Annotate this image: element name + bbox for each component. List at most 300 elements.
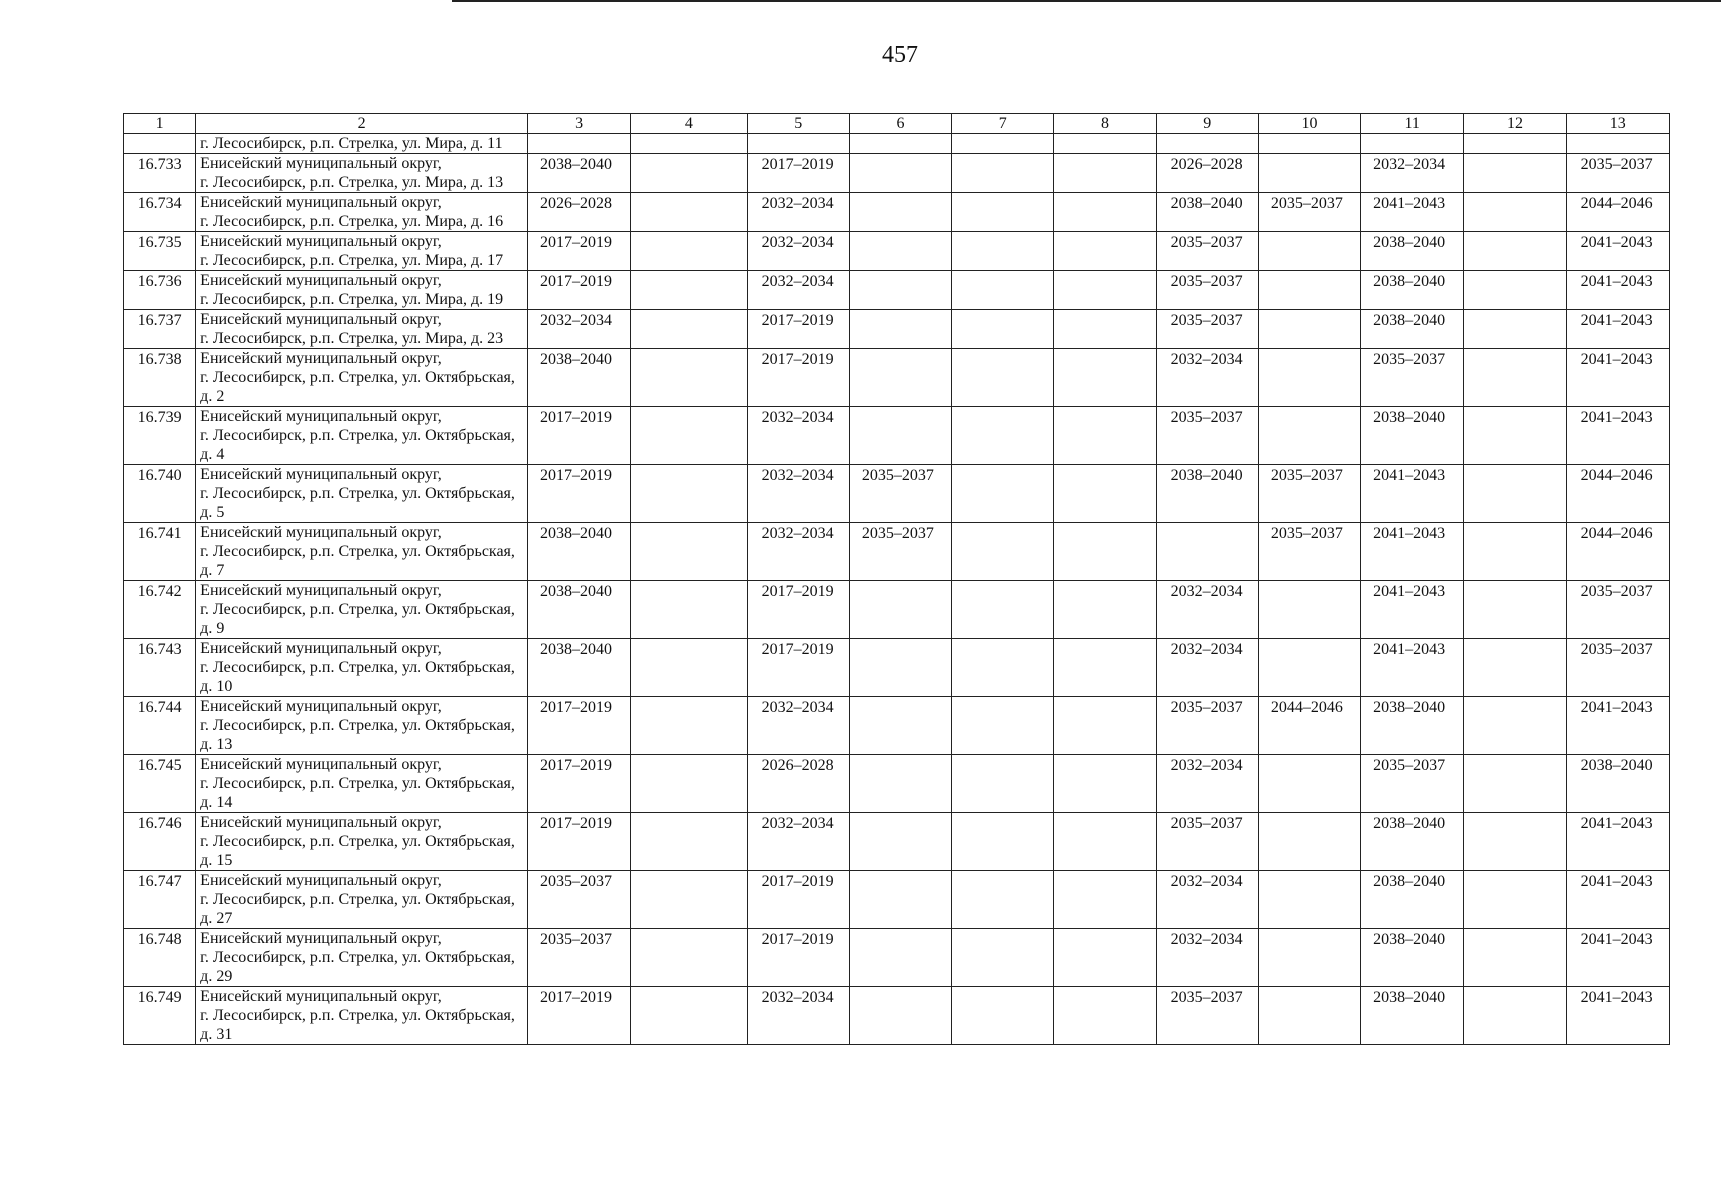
address-line: Енисейский муниципальный округ, [200,930,442,947]
period-cell-col12 [1464,697,1566,755]
row-number-cell [124,134,196,154]
period-cell-col7 [952,465,1054,523]
address-line: г. Лесосибирск, р.п. Стрелка, ул. Октябрьская, [200,659,515,676]
period-cell-col13: 2035–2037 [1566,581,1669,639]
period-cell-col9: 2038–2040 [1156,465,1258,523]
page-number: 457 [882,42,918,68]
period-cell-col7 [952,639,1054,697]
period-cell-col11: 2041–2043 [1361,193,1464,232]
period-cell-col5: 2017–2019 [747,349,849,407]
period-cell-col9: 2032–2034 [1156,581,1258,639]
period-cell-col10 [1258,581,1360,639]
period-cell-col5: 2032–2034 [747,813,849,871]
period-cell-col9: 2032–2034 [1156,871,1258,929]
period-cell-col11: 2041–2043 [1361,581,1464,639]
period-cell-col13: 2038–2040 [1566,755,1669,813]
address-cell [196,232,528,271]
address-cell [196,697,528,755]
period-cell-col13: 2041–2043 [1566,271,1669,310]
period-cell-col12 [1464,813,1566,871]
address-line: г. Лесосибирск, р.п. Стрелка, ул. Мира, д. 16 [200,213,504,230]
period-cell-col12 [1464,310,1566,349]
address-line: г. Лесосибирск, р.п. Стрелка, ул. Мира, д. 13 [200,174,504,191]
period-cell-col10: 2035–2037 [1258,193,1360,232]
period-cell-col5: 2032–2034 [747,271,849,310]
period-cell-col3: 2035–2037 [528,929,631,987]
period-cell-col6 [849,697,951,755]
period-cell-col10 [1258,813,1360,871]
period-cell-col13: 2041–2043 [1566,871,1669,929]
period-cell-col5: 2032–2034 [747,193,849,232]
period-cell-col10 [1258,407,1360,465]
period-cell-col4 [631,871,747,929]
table-row [124,755,1670,813]
column-header: 8 [1054,114,1156,134]
period-cell-col10 [1258,929,1360,987]
period-cell-col5: 2017–2019 [747,871,849,929]
period-cell-col6 [849,929,951,987]
period-cell-col9: 2035–2037 [1156,407,1258,465]
address-cell [196,271,528,310]
address-line: Енисейский муниципальный округ, [200,814,442,831]
period-cell-col3: 2026–2028 [528,193,631,232]
column-header: 3 [528,114,631,134]
period-cell-col4 [631,987,747,1045]
period-cell-col13: 2041–2043 [1566,407,1669,465]
period-cell-col12 [1464,465,1566,523]
table-row [124,271,1670,310]
period-cell-col3: 2017–2019 [528,271,631,310]
period-cell-col8 [1054,407,1156,465]
period-cell-col4 [631,407,747,465]
period-cell-col11: 2038–2040 [1361,987,1464,1045]
period-cell-col8 [1054,697,1156,755]
period-cell-col12 [1464,929,1566,987]
period-cell-col9: 2026–2028 [1156,154,1258,193]
row-number-cell: 16.741 [124,523,196,581]
period-cell-col11: 2041–2043 [1361,639,1464,697]
period-cell-col6 [849,193,951,232]
period-cell-col3: 2038–2040 [528,639,631,697]
period-cell-col12 [1464,639,1566,697]
period-cell-col6 [849,349,951,407]
column-header: 10 [1258,114,1360,134]
period-cell-col12 [1464,755,1566,813]
period-cell-col10 [1258,310,1360,349]
period-cell-col13: 2041–2043 [1566,697,1669,755]
address-line: г. Лесосибирск, р.п. Стрелка, ул. Октябрьская, [200,775,515,792]
period-cell-col4 [631,310,747,349]
row-number-cell: 16.746 [124,813,196,871]
row-number-cell: 16.743 [124,639,196,697]
period-cell-col8 [1054,581,1156,639]
period-cell-col7 [952,232,1054,271]
address-line: д. 29 [200,968,233,985]
period-cell-col7 [952,987,1054,1045]
period-cell-col12 [1464,871,1566,929]
address-cell [196,639,528,697]
table-body [124,134,1670,1045]
address-line: г. Лесосибирск, р.п. Стрелка, ул. Октябрьская, [200,485,515,502]
address-line: Енисейский муниципальный округ, [200,524,442,541]
period-cell-col10 [1258,871,1360,929]
period-cell-col13: 2044–2046 [1566,465,1669,523]
period-cell-col4 [631,271,747,310]
period-cell-col9: 2035–2037 [1156,813,1258,871]
period-cell-col11: 2038–2040 [1361,407,1464,465]
address-line: д. 14 [200,794,233,811]
period-cell-col9: 2038–2040 [1156,193,1258,232]
address-line: д. 31 [200,1026,233,1043]
address-line: Енисейский муниципальный округ, [200,756,442,773]
period-cell-col13: 2041–2043 [1566,813,1669,871]
period-cell-col7 [952,813,1054,871]
column-header: 1 [124,114,196,134]
period-cell-col5: 2032–2034 [747,407,849,465]
period-cell-col9: 2035–2037 [1156,232,1258,271]
address-cell [196,929,528,987]
period-cell-col12 [1464,271,1566,310]
period-cell-col3: 2017–2019 [528,813,631,871]
column-header: 12 [1464,114,1566,134]
period-cell-col7 [952,349,1054,407]
period-cell-col3: 2038–2040 [528,349,631,407]
address-cell [196,755,528,813]
period-cell-col4 [631,232,747,271]
period-cell-col13: 2035–2037 [1566,154,1669,193]
period-cell-col3: 2017–2019 [528,697,631,755]
address-cell [196,154,528,193]
address-line: Енисейский муниципальный округ, [200,698,442,715]
address-line: г. Лесосибирск, р.п. Стрелка, ул. Октябрьская, [200,891,515,908]
address-line: Енисейский муниципальный округ, [200,582,442,599]
address-line: д. 9 [200,620,225,637]
period-cell-col8 [1054,813,1156,871]
period-cell-col9: 2032–2034 [1156,755,1258,813]
period-cell-col6: 2035–2037 [849,465,951,523]
row-number-cell: 16.745 [124,755,196,813]
period-cell-col5: 2017–2019 [747,929,849,987]
period-cell-col13: 2041–2043 [1566,310,1669,349]
row-number-cell: 16.749 [124,987,196,1045]
period-cell-col12 [1464,193,1566,232]
period-cell-col8 [1054,271,1156,310]
period-cell-col13: 2035–2037 [1566,639,1669,697]
column-number-row [124,114,1670,134]
address-line: г. Лесосибирск, р.п. Стрелка, ул. Мира, д. 23 [200,330,504,347]
address-cell [196,407,528,465]
period-cell-col7 [952,193,1054,232]
period-cell-col3: 2035–2037 [528,871,631,929]
period-cell-col6 [849,581,951,639]
row-number-cell: 16.738 [124,349,196,407]
address-line: Енисейский муниципальный округ, [200,350,442,367]
period-cell-col10: 2035–2037 [1258,465,1360,523]
period-cell-col12 [1464,349,1566,407]
period-cell-col3: 2038–2040 [528,154,631,193]
column-header: 9 [1156,114,1258,134]
period-cell-col7 [952,154,1054,193]
period-cell-col6 [849,871,951,929]
row-number-cell: 16.737 [124,310,196,349]
address-line: Енисейский муниципальный округ, [200,988,442,1005]
address-cell [196,349,528,407]
period-cell-col8 [1054,154,1156,193]
period-cell-col11: 2038–2040 [1361,871,1464,929]
column-header: 5 [747,114,849,134]
address-cell [196,871,528,929]
table-row [124,193,1670,232]
period-cell-col6: 2035–2037 [849,523,951,581]
period-cell-col7 [952,523,1054,581]
period-cell-col10: 2035–2037 [1258,523,1360,581]
table-row [124,154,1670,193]
period-cell-col12 [1464,987,1566,1045]
period-cell-col5: 2032–2034 [747,523,849,581]
period-cell-col3: 2017–2019 [528,407,631,465]
period-cell-col11: 2032–2034 [1361,154,1464,193]
address-line: г. Лесосибирск, р.п. Стрелка, ул. Октябрьская, [200,369,515,386]
table-row [124,987,1670,1045]
period-cell-col8 [1054,310,1156,349]
period-cell-col9: 2035–2037 [1156,310,1258,349]
period-cell-col4 [631,639,747,697]
address-line: г. Лесосибирск, р.п. Стрелка, ул. Октябрьская, [200,543,515,560]
row-number-cell: 16.742 [124,581,196,639]
period-cell-col13: 2041–2043 [1566,232,1669,271]
period-cell-col9: 2032–2034 [1156,349,1258,407]
table-row [124,407,1670,465]
continuation-row [124,134,1670,154]
period-cell-col7 [952,310,1054,349]
table-row [124,871,1670,929]
address-line: Енисейский муниципальный округ, [200,872,442,889]
column-header: 13 [1566,114,1669,134]
top-rule [452,0,1721,2]
period-cell-col11: 2038–2040 [1361,813,1464,871]
period-cell-col5: 2017–2019 [747,639,849,697]
period-cell-col4 [631,523,747,581]
period-cell-col5: 2032–2034 [747,465,849,523]
period-cell-col13: 2041–2043 [1566,929,1669,987]
table-row [124,639,1670,697]
address-line: д. 5 [200,504,225,521]
table-row [124,581,1670,639]
period-cell-col12 [1464,523,1566,581]
period-cell-col9: 2035–2037 [1156,987,1258,1045]
period-cell-col6 [849,987,951,1045]
period-cell-col6 [849,407,951,465]
period-cell-col4 [631,465,747,523]
address-line: Енисейский муниципальный округ, [200,640,442,657]
address-cell [196,581,528,639]
period-cell-col6 [849,232,951,271]
period-cell-col12 [1464,232,1566,271]
period-cell-col5: 2017–2019 [747,154,849,193]
address-line: д. 4 [200,446,225,463]
period-cell-col6 [849,271,951,310]
address-cell [196,465,528,523]
address-cell: г. Лесосибирск, р.п. Стрелка, ул. Мира, д. 11 [196,134,528,154]
column-header: 7 [952,114,1054,134]
address-cell [196,813,528,871]
address-line: д. 7 [200,562,225,579]
period-cell-col11: 2038–2040 [1361,271,1464,310]
register-table [123,113,1670,1045]
period-cell-col9: 2032–2034 [1156,929,1258,987]
period-cell-col7 [952,271,1054,310]
period-cell-col11: 2035–2037 [1361,349,1464,407]
period-cell-col10 [1258,232,1360,271]
address-cell [196,523,528,581]
period-cell-col8 [1054,639,1156,697]
period-cell-col5: 2032–2034 [747,987,849,1045]
period-cell-col13: 2044–2046 [1566,193,1669,232]
address-line: д. 10 [200,678,233,695]
address-line: Енисейский муниципальный округ, [200,311,442,328]
table-row [124,929,1670,987]
address-line: Енисейский муниципальный округ, [200,466,442,483]
period-cell-col6 [849,310,951,349]
table-row [124,465,1670,523]
period-cell-col8 [1054,349,1156,407]
period-cell-col12 [1464,407,1566,465]
period-cell-col12 [1464,581,1566,639]
row-number-cell: 16.744 [124,697,196,755]
table-row [124,310,1670,349]
period-cell-col8 [1054,987,1156,1045]
period-cell-col13: 2041–2043 [1566,349,1669,407]
period-cell-col10 [1258,271,1360,310]
period-cell-col12 [1464,154,1566,193]
address-line: Енисейский муниципальный округ, [200,272,442,289]
address-line: Енисейский муниципальный округ, [200,233,442,250]
period-cell-col8 [1054,523,1156,581]
period-cell-col4 [631,929,747,987]
row-number-cell: 16.734 [124,193,196,232]
period-cell-col13: 2044–2046 [1566,523,1669,581]
address-line: г. Лесосибирск, р.п. Стрелка, ул. Мира, д. 19 [200,291,504,308]
period-cell-col3: 2017–2019 [528,465,631,523]
period-cell-col11: 2038–2040 [1361,697,1464,755]
address-cell [196,193,528,232]
period-cell-col5: 2017–2019 [747,310,849,349]
address-line: Енисейский муниципальный округ, [200,194,442,211]
row-number-cell: 16.740 [124,465,196,523]
period-cell-col11: 2038–2040 [1361,929,1464,987]
period-cell-col9: 2032–2034 [1156,639,1258,697]
period-cell-col3: 2017–2019 [528,987,631,1045]
period-cell-col4 [631,349,747,407]
column-header: 4 [631,114,747,134]
period-cell-col8 [1054,465,1156,523]
period-cell-col7 [952,581,1054,639]
period-cell-col8 [1054,193,1156,232]
period-cell-col8 [1054,871,1156,929]
period-cell-col7 [952,871,1054,929]
table-row [124,232,1670,271]
period-cell-col3: 2038–2040 [528,523,631,581]
period-cell-col5: 2017–2019 [747,581,849,639]
period-cell-col6 [849,755,951,813]
period-cell-col4 [631,154,747,193]
period-cell-col5: 2026–2028 [747,755,849,813]
period-cell-col5: 2032–2034 [747,697,849,755]
column-header: 2 [196,114,528,134]
period-cell-col4 [631,697,747,755]
period-cell-col4 [631,193,747,232]
period-cell-col3: 2017–2019 [528,232,631,271]
period-cell-col11: 2038–2040 [1361,310,1464,349]
address-line: г. Лесосибирск, р.п. Стрелка, ул. Октябрьская, [200,427,515,444]
period-cell-col8 [1054,232,1156,271]
period-cell-col7 [952,407,1054,465]
address-line: г. Лесосибирск, р.п. Стрелка, ул. Мира, д. 17 [200,252,504,269]
period-cell-col10 [1258,987,1360,1045]
period-cell-col11: 2041–2043 [1361,465,1464,523]
period-cell-col10 [1258,755,1360,813]
address-line: д. 27 [200,910,233,927]
column-header: 11 [1361,114,1464,134]
row-number-cell: 16.733 [124,154,196,193]
address-line: д. 15 [200,852,233,869]
row-number-cell: 16.739 [124,407,196,465]
row-number-cell: 16.736 [124,271,196,310]
period-cell-col5: 2032–2034 [747,232,849,271]
period-cell-col11: 2038–2040 [1361,232,1464,271]
column-header: 6 [849,114,951,134]
table-row [124,349,1670,407]
period-cell-col10 [1258,349,1360,407]
period-cell-col11: 2035–2037 [1361,755,1464,813]
period-cell-col7 [952,697,1054,755]
address-line: г. Лесосибирск, р.п. Стрелка, ул. Октябрьская, [200,601,515,618]
period-cell-col13: 2041–2043 [1566,987,1669,1045]
table-row [124,697,1670,755]
period-cell-col10 [1258,154,1360,193]
period-cell-col9: 2035–2037 [1156,697,1258,755]
table-row [124,523,1670,581]
period-cell-col9 [1156,523,1258,581]
period-cell-col10 [1258,639,1360,697]
period-cell-col3: 2017–2019 [528,755,631,813]
row-number-cell: 16.747 [124,871,196,929]
period-cell-col8 [1054,755,1156,813]
address-line: д. 13 [200,736,233,753]
address-line: Енисейский муниципальный округ, [200,408,442,425]
address-cell [196,310,528,349]
table-row [124,813,1670,871]
period-cell-col6 [849,154,951,193]
row-number-cell: 16.735 [124,232,196,271]
period-cell-col9: 2035–2037 [1156,271,1258,310]
period-cell-col10: 2044–2046 [1258,697,1360,755]
address-line: Енисейский муниципальный округ, [200,155,442,172]
period-cell-col7 [952,929,1054,987]
row-number-cell: 16.748 [124,929,196,987]
address-line: г. Лесосибирск, р.п. Стрелка, ул. Октябрьская, [200,833,515,850]
period-cell-col6 [849,813,951,871]
period-cell-col3: 2032–2034 [528,310,631,349]
address-cell [196,987,528,1045]
period-cell-col6 [849,639,951,697]
address-line: г. Лесосибирск, р.п. Стрелка, ул. Октябрьская, [200,1007,515,1024]
period-cell-col4 [631,755,747,813]
address-line: д. 2 [200,388,225,405]
period-cell-col7 [952,755,1054,813]
period-cell-col4 [631,813,747,871]
address-line: г. Лесосибирск, р.п. Стрелка, ул. Октябрьская, [200,949,515,966]
